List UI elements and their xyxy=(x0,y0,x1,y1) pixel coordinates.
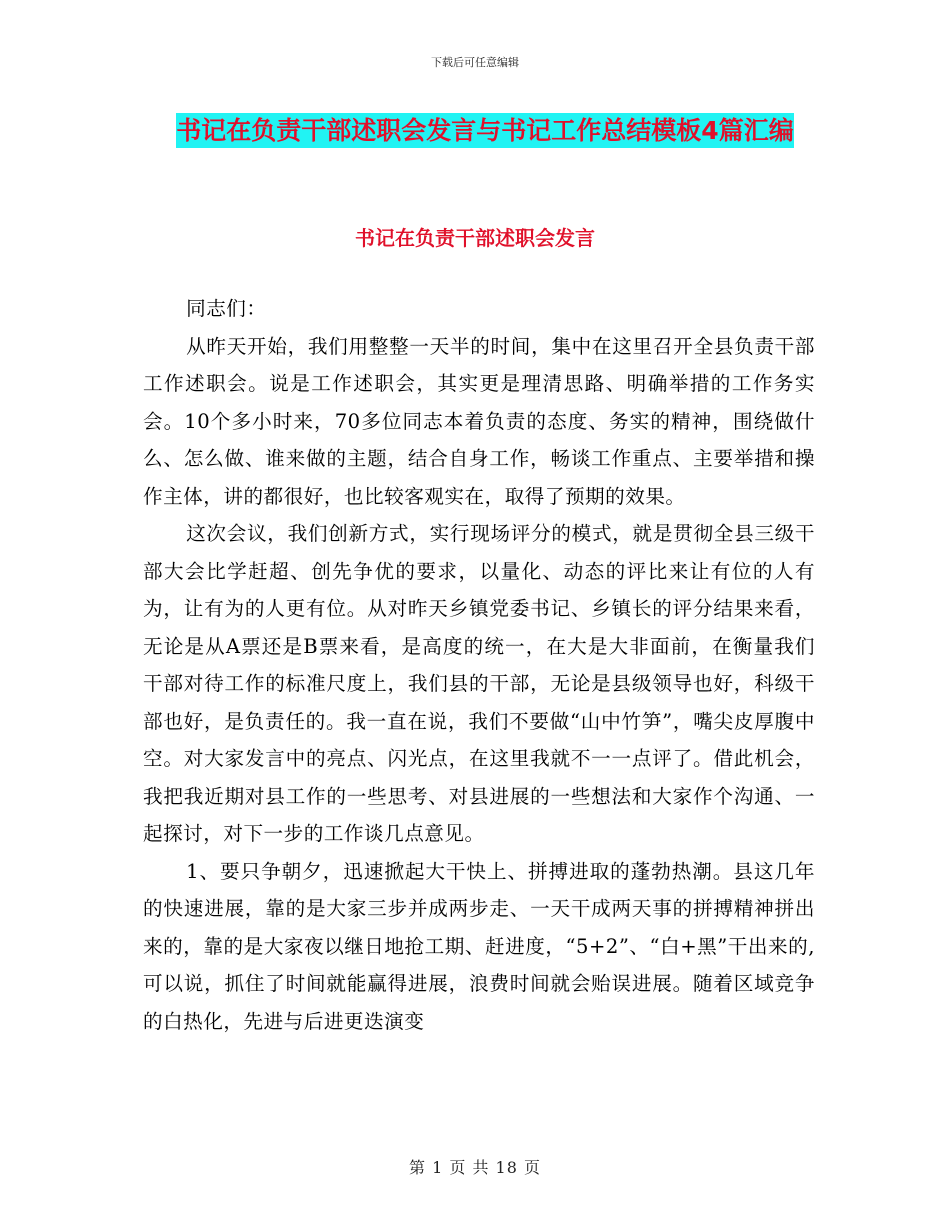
page-header: 下载后可任意编辑 xyxy=(431,56,519,69)
document-title-text: 书记在负责干部述职会发言与书记工作总结模板4篇汇编 xyxy=(176,113,793,148)
paragraph: 1、要只争朝夕，迅速掀起大干快上、拼搏进取的蓬勃热潮。县这几年的快速进展，靠的是大家三步并成两步走、一天干成两天事的拼搏精神拼出来的，靠的是大家夜以继日地抢工期、赶进度，“5+2”、“白+黑”干出来的,可以说，抓住了时间就能赢得进展，浪费时间就会贻误进展。随着区域竞争的白热化，先进与后进更迭演变 xyxy=(143,859,815,1033)
document-title xyxy=(140,108,830,154)
page-footer: 第 1 页 共 18 页 xyxy=(409,1158,541,1177)
paragraph: 从昨天开始，我们用整整一天半的时间，集中在这里召开全县负责干部工作述职会。说是工作述职会，其实更是理清思路、明确举措的工作务实会。10个多小时来，70多位同志本着负责的态度、务实的精神，围绕做什么、怎么做、谁来做的主题，结合自身工作，畅谈工作重点、主要举措和操作主体，讲的都很好，也比较客观实在，取得了预期的效果。 xyxy=(143,334,815,508)
paragraph-greeting: 同志们： xyxy=(186,297,267,320)
body-text xyxy=(143,290,815,1040)
paragraph: 这次会议，我们创新方式，实行现场评分的模式，就是贯彻全县三级干部大会比学赶超、创先争优的要求，以量化、动态的评比来让有位的人有为，让有为的人更有位。从对昨天乡镇党委书记、乡镇长的评分结果来看，无论是从A票还是B票来看，是高度的统一，在大是大非面前，在衡量我们干部对待工作的标准尺度上，我们县的干部，无论是县级领导也好，科级干部也好，是负责任的。我一直在说，我们不要做“山中竹笋”，嘴尖皮厚腹中空。对大家发言中的亮点、闪光点，在这里我就不一一点评了。借此机会，我把我近期对县工作的一些思考、对县进展的一些想法和大家作个沟通、一起探讨，对下一步的工作谈几点意见。 xyxy=(143,522,815,845)
section-title: 书记在负责干部述职会发言 xyxy=(355,226,595,250)
